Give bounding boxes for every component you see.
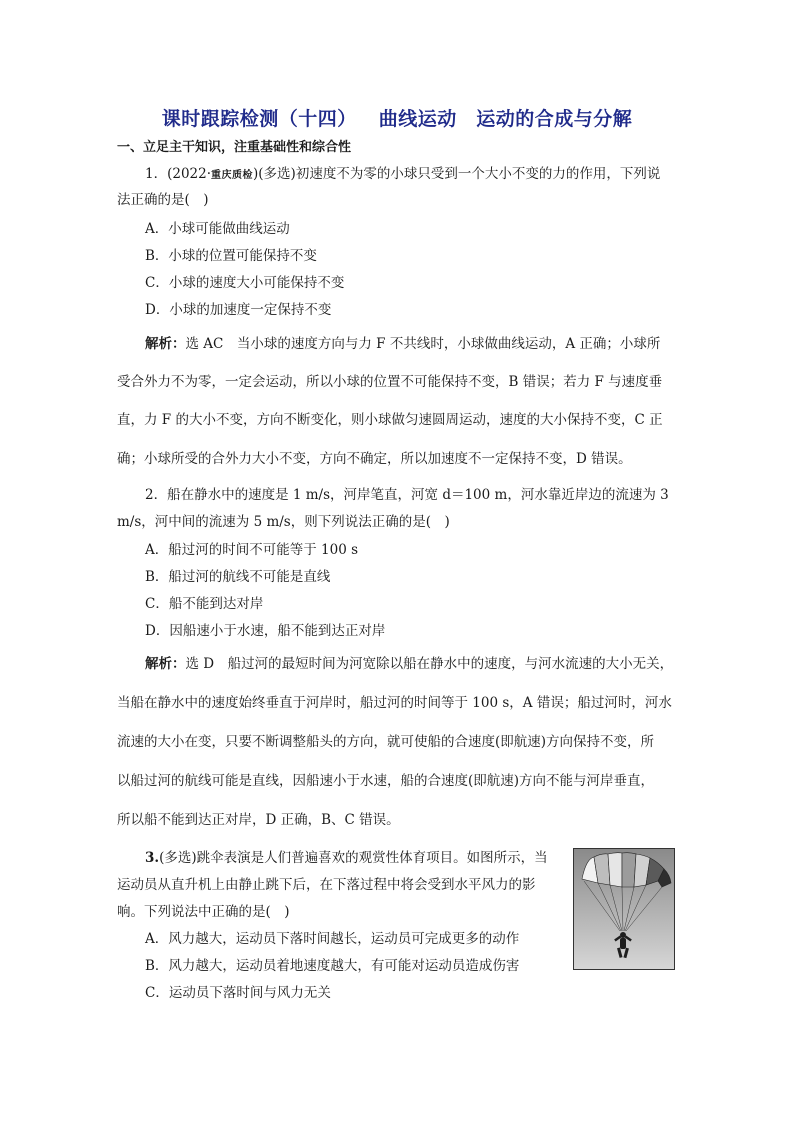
- q1-analysis-line-3: 直，力 F 的大小不变，方向不断变化，则小球做匀速圆周运动，速度的大小保持不变，C 正: [117, 412, 663, 428]
- q1-option-c: C．小球的速度大小可能保持不变: [145, 275, 345, 291]
- q1-option-a: A．小球可能做曲线运动: [145, 221, 290, 237]
- q2-analysis-text: 选 D 船过河的最短时间为河宽除以船在静水中的速度，与河水流速的大小无关，: [185, 656, 674, 672]
- q2-analysis-line-5: 所以船不能到达正对岸，D 正确，B、C 错误。: [117, 812, 400, 828]
- q1-analysis-line-4: 确；小球所受的合外力大小不变，方向不确定，所以加速度不一定保持不变，D 错误。: [117, 451, 632, 467]
- q1-stem-line-1: [145, 165, 660, 185]
- q2-stem-line-1: 2．船在静水中的速度是 1 m/s，河岸笔直，河宽 d＝100 m，河水靠近岸边的流速为 3: [145, 487, 669, 503]
- q3-option-b: B．风力越大，运动员着地速度越大，有可能对运动员造成伤害: [145, 958, 520, 974]
- q2-option-b: B．船过河的航线不可能是直线: [145, 569, 331, 585]
- q1-analysis-line-1: [145, 335, 660, 353]
- q3-option-a: A．风力越大，运动员下落时间越长，运动员可完成更多的动作: [145, 931, 520, 947]
- q1-number: 1．(2022·: [145, 166, 212, 182]
- q1-stem-text: )(多选)初速度不为零的小球只受到一个大小不变的力的作用，下列说: [253, 166, 661, 182]
- q2-analysis-label: 解析：: [145, 656, 186, 672]
- q2-analysis-line-4: 以船过河的航线可能是直线，因船速小于水速，船的合速度(即航速)方向不能与河岸垂直，: [117, 773, 655, 789]
- q1-analysis-text: 选 AC 当小球的速度方向与力 F 不共线时，小球做曲线运动，A 正确；小球所: [185, 336, 661, 352]
- q2-option-d: D．因船速小于水速，船不能到达正对岸: [145, 623, 386, 639]
- q3-stem-line-2: 运动员从直升机上由静止跳下后，在下落过程中将会受到水平风力的影: [117, 877, 536, 893]
- parachute-icon: [574, 849, 674, 969]
- page-title: [0, 104, 794, 131]
- q1-source: 重庆质检: [211, 170, 254, 181]
- q3-option-c: C．运动员下落时间与风力无关: [145, 985, 331, 1001]
- q2-option-c: C．船不能到达对岸: [145, 596, 264, 612]
- q3-stem-text: (多选)跳伞表演是人们普遍喜欢的观赏性体育项目。如图所示，当: [159, 850, 548, 866]
- q1-analysis-line-2: 受合外力不为零，一定会运动，所以小球的位置不可能保持不变，B 错误；若力 F 与速度垂: [117, 374, 663, 390]
- q1-analysis-label: 解析：: [145, 336, 186, 352]
- q2-option-a: A．船过河的时间不可能等于 100 s: [145, 542, 359, 558]
- q1-option-b: B．小球的位置可能保持不变: [145, 248, 317, 264]
- q3-stem-line-3: 响。下列说法中正确的是( ): [117, 904, 290, 920]
- q3-stem-line-1: [145, 849, 548, 867]
- q2-analysis-line-2: 当船在静水中的速度始终垂直于河岸时，船过河的时间等于 100 s，A 错误；船过河时，河水: [117, 695, 672, 711]
- q2-analysis-line-1: [145, 655, 673, 673]
- q1-stem-line-2: 法正确的是( ): [117, 192, 209, 208]
- q1-option-d: D．小球的加速度一定保持不变: [145, 302, 332, 318]
- section-heading: 一、立足主干知识，注重基础性和综合性: [117, 140, 352, 155]
- title-part-1: 课时跟踪检测（十四）: [161, 108, 357, 130]
- title-part-2: 曲线运动 运动的合成与分解: [378, 108, 633, 130]
- q2-analysis-line-3: 流速的大小在变，只要不断调整船头的方向，就可使船的合速度(即航速)方向保持不变，所: [117, 734, 655, 750]
- q2-stem-line-2: m/s，河中间的流速为 5 m/s，则下列说法正确的是( ): [117, 514, 450, 530]
- q3-number: 3.: [145, 850, 160, 866]
- parachute-skydiver-photo: [573, 848, 675, 970]
